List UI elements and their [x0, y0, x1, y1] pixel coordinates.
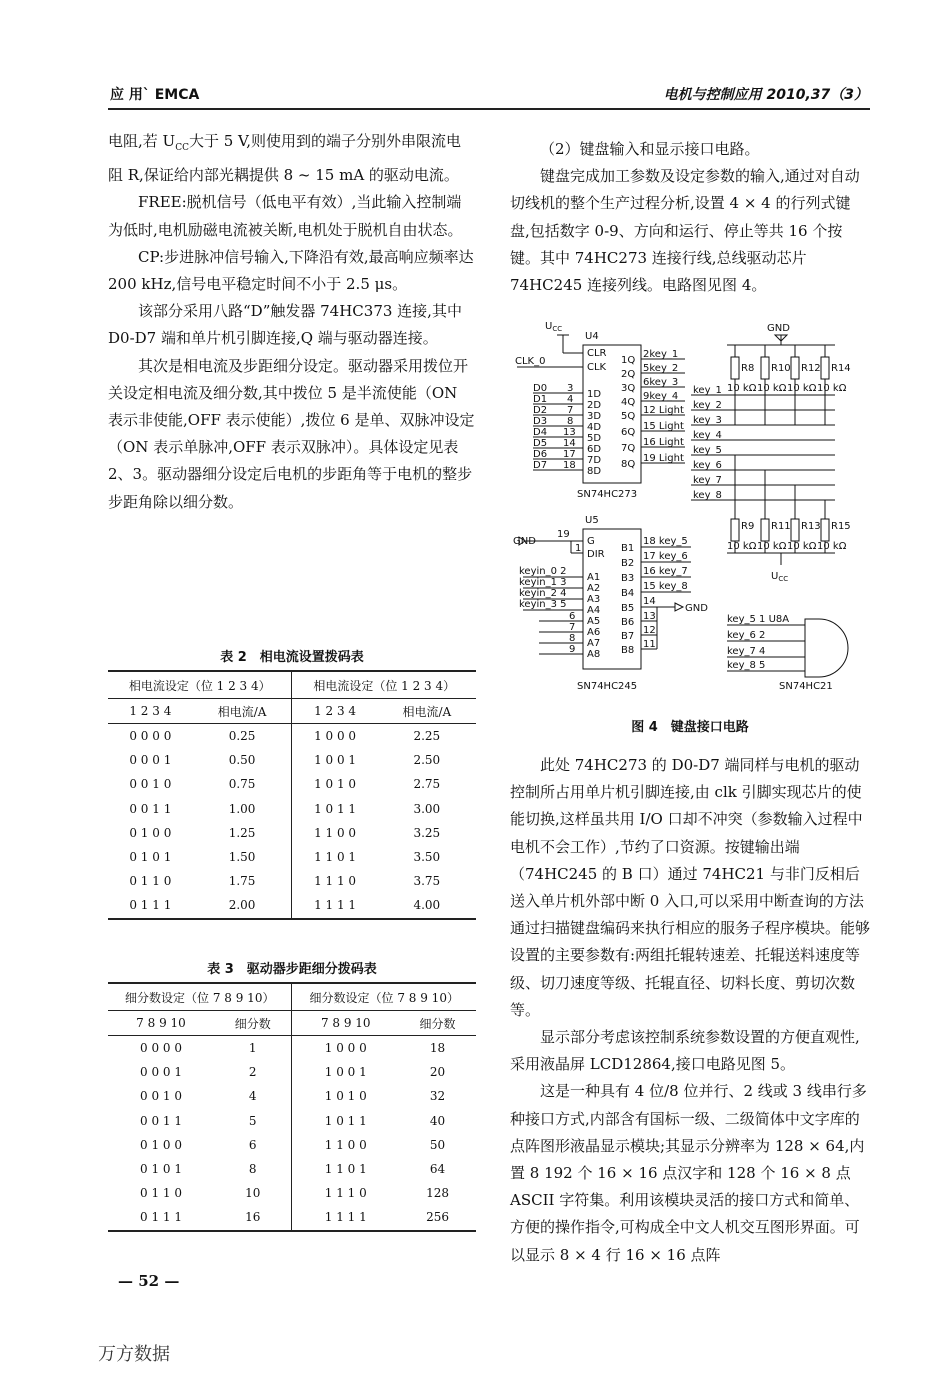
table-cell: 1 0 1 1: [292, 797, 378, 821]
table-cell: 1 0 0 0: [292, 1036, 399, 1061]
svg-text:key_3: key_3: [693, 415, 722, 426]
svg-text:B5: B5: [621, 603, 635, 614]
table-row: [108, 1060, 476, 1084]
svg-text:D0: D0: [533, 383, 548, 394]
svg-text:1D: 1D: [587, 389, 602, 400]
svg-text:8: 8: [569, 633, 576, 644]
table-cell: 3.75: [413, 874, 441, 889]
svg-text:13: 13: [643, 611, 656, 622]
svg-text:11: 11: [643, 639, 656, 650]
table-row: [108, 1157, 476, 1181]
table-cell: 0 1 0 0: [129, 825, 172, 840]
svg-text:18: 18: [563, 460, 576, 471]
table-cell: 0 1 1 0: [129, 874, 172, 889]
table-row: [108, 1084, 476, 1108]
table-cell: 0 1 0 1: [140, 1162, 182, 1177]
table-row: [108, 1036, 476, 1061]
table3: [108, 982, 476, 1232]
table-cell: 20: [429, 1065, 446, 1080]
table2: [108, 670, 476, 920]
svg-text:10 kΩ: 10 kΩ: [817, 541, 847, 552]
svg-text:8Q: 8Q: [621, 459, 636, 470]
table-header: 相电流/A: [378, 699, 476, 724]
table-cell: 10: [245, 1186, 261, 1201]
svg-text:3Q: 3Q: [621, 383, 636, 394]
u5-label: U5: [585, 515, 599, 526]
svg-text:R12: R12: [801, 363, 821, 374]
table-cell: 0 0 1 0: [129, 777, 172, 792]
table-row: [108, 869, 476, 893]
svg-text:14: 14: [563, 438, 576, 449]
svg-text:B1: B1: [621, 543, 635, 554]
svg-text:4D: 4D: [587, 422, 602, 433]
svg-text:15 Light: 15 Light: [643, 421, 684, 432]
svg-text:GND: GND: [513, 536, 536, 547]
table-cell: 16: [245, 1210, 261, 1225]
table-cell: 32: [429, 1089, 446, 1104]
svg-text:B6: B6: [621, 617, 635, 628]
svg-text:A5: A5: [587, 616, 601, 627]
figure4-caption: 图 4 键盘接口电路: [631, 720, 749, 735]
table-cell: 1 1 0 1: [292, 1157, 399, 1181]
page-number: — 52 —: [118, 1272, 180, 1290]
table-cell: 3.25: [413, 825, 441, 840]
svg-text:7D: 7D: [587, 455, 602, 466]
table-cell: 0 0 0 0: [129, 729, 172, 744]
svg-text:4Q: 4Q: [621, 397, 636, 408]
svg-text:10 kΩ: 10 kΩ: [787, 541, 817, 552]
svg-text:6: 6: [569, 611, 576, 622]
clr-pin: CLR: [587, 348, 607, 359]
svg-text:13: 13: [563, 427, 576, 438]
svg-text:14: 14: [643, 596, 656, 607]
watermark: 万方数据: [98, 1344, 170, 1365]
u8-part: SN74HC21: [779, 681, 833, 692]
table-cell: 0.50: [228, 753, 256, 768]
svg-text:6key_3: 6key_3: [643, 377, 679, 388]
svg-text:R10: R10: [771, 363, 791, 374]
table-header: 细分数: [399, 1011, 476, 1036]
svg-text:10 kΩ: 10 kΩ: [757, 541, 787, 552]
table-header: 细分数设定（位 7 8 9 10）: [292, 983, 476, 1011]
svg-text:R9: R9: [741, 521, 755, 532]
svg-text:10 kΩ: 10 kΩ: [757, 383, 787, 394]
table-cell: 4: [248, 1089, 257, 1104]
svg-text:B3: B3: [621, 573, 635, 584]
table-cell: 1.50: [228, 850, 256, 865]
table-cell: 1 1 0 0: [292, 1133, 399, 1157]
svg-text:R11: R11: [771, 521, 791, 532]
running-header-left: 应 用` EMCA: [110, 87, 200, 103]
right-column-bottom: [510, 752, 870, 1269]
svg-text:key_2: key_2: [693, 400, 722, 411]
paragraph: 显示部分考虑该控制系统参数设置的方便直观性,采用液晶屏 LCD12864,接口电路见图 5。: [510, 1028, 860, 1074]
svg-text:B2: B2: [621, 558, 635, 569]
table-cell: 256: [426, 1210, 449, 1225]
table-row: [108, 724, 476, 749]
table-cell: 2.25: [413, 729, 441, 744]
table-cell: 0.25: [228, 729, 256, 744]
table-row: [108, 772, 476, 796]
svg-text:DIR: DIR: [587, 549, 605, 560]
table-cell: 1.00: [228, 801, 256, 816]
svg-text:D7: D7: [533, 460, 548, 471]
table-cell: 3.50: [413, 850, 441, 865]
svg-text:A2: A2: [587, 583, 601, 594]
table-cell: 0 1 1 1: [129, 898, 172, 913]
svg-text:10 kΩ: 10 kΩ: [817, 383, 847, 394]
table-cell: 1 1 1 1: [292, 1205, 399, 1230]
svg-text:5D: 5D: [587, 433, 602, 444]
svg-text:A4: A4: [587, 605, 601, 616]
clk-pin: CLK: [587, 362, 607, 373]
table-cell: 1 1 0 1: [292, 845, 378, 869]
right-column-top: [510, 136, 870, 299]
table-cell: 1 1 1 0: [292, 869, 378, 893]
table-cell: 4.00: [413, 898, 441, 913]
table-cell: 128: [426, 1186, 449, 1201]
svg-text:B7: B7: [621, 631, 635, 642]
svg-text:D4: D4: [533, 427, 548, 438]
svg-text:key_7: key_7: [693, 475, 722, 486]
svg-text:2Q: 2Q: [621, 369, 636, 380]
svg-text:16 Light: 16 Light: [643, 437, 684, 448]
svg-text:R15: R15: [831, 521, 851, 532]
svg-text:2key_1: 2key_1: [643, 349, 679, 360]
svg-text:keyin_3 5: keyin_3 5: [519, 599, 567, 610]
table-header: 相电流设定（位 1 2 3 4）: [108, 671, 292, 699]
table-cell: 1.25: [228, 825, 256, 840]
svg-text:19 Light: 19 Light: [643, 453, 684, 464]
svg-text:key_4: key_4: [693, 430, 722, 441]
svg-text:2D: 2D: [587, 400, 602, 411]
svg-text:keyin_0 2: keyin_0 2: [519, 566, 567, 577]
table-header: 相电流设定（位 1 2 3 4）: [292, 671, 476, 699]
table-cell: 1: [248, 1041, 257, 1056]
svg-text:key_6: key_6: [693, 460, 722, 471]
table-cell: 6: [248, 1137, 257, 1152]
u5-part: SN74HC245: [577, 681, 638, 692]
svg-text:R14: R14: [831, 363, 851, 374]
svg-text:3: 3: [567, 383, 574, 394]
svg-text:3D: 3D: [587, 411, 602, 422]
svg-text:5Q: 5Q: [621, 411, 636, 422]
svg-text:17 key_6: 17 key_6: [643, 551, 688, 562]
table-header: 7 8 9 10: [292, 1011, 399, 1036]
svg-text:6D: 6D: [587, 444, 602, 455]
running-header-right: 电机与控制应用 2010,37（3）: [663, 87, 868, 103]
table-cell: 0 1 1 1: [140, 1210, 182, 1225]
svg-text:6Q: 6Q: [621, 427, 636, 438]
table-cell: 2.75: [413, 777, 441, 792]
table-row: [108, 893, 476, 918]
paragraph: 该部分采用八路“D”触发器 74HC373 连接,其中 D0-D7 端和单片机引脚连接,Q 端与驱动器连接。: [108, 302, 462, 348]
svg-text:A3: A3: [587, 594, 601, 605]
table-cell: 0 0 1 0: [140, 1089, 182, 1104]
svg-text:A6: A6: [587, 627, 601, 638]
table-row: [108, 1181, 476, 1205]
svg-text:7: 7: [569, 622, 576, 633]
table-header: 细分数设定（位 7 8 9 10）: [108, 983, 292, 1011]
svg-text:G: G: [587, 536, 595, 547]
table-header: 7 8 9 10: [108, 1011, 214, 1036]
table-cell: 0 1 1 0: [140, 1186, 182, 1201]
table-cell: 64: [429, 1162, 446, 1177]
svg-text:D3: D3: [533, 416, 548, 427]
table-cell: 1 0 1 1: [292, 1109, 399, 1133]
svg-text:5key_2: 5key_2: [643, 363, 679, 374]
clk0-label: CLK_0: [515, 356, 546, 367]
svg-text:GND: GND: [685, 603, 708, 614]
svg-text:18 key_5: 18 key_5: [643, 536, 688, 547]
table-cell: 1 0 0 1: [292, 748, 378, 772]
svg-text:D2: D2: [533, 405, 548, 416]
table-cell: 1 0 0 0: [292, 724, 378, 749]
svg-text:key_7 4: key_7 4: [727, 646, 766, 657]
ucc-bottom-label: $U_{CC}$: [771, 571, 789, 583]
table-cell: 1 0 1 0: [292, 1084, 399, 1108]
svg-text:keyin_1 3: keyin_1 3: [519, 577, 567, 588]
table-cell: 0 0 0 1: [140, 1065, 182, 1080]
svg-text:D1: D1: [533, 394, 548, 405]
table-cell: 40: [429, 1113, 446, 1128]
svg-text:9: 9: [569, 644, 576, 655]
svg-text:key_5 1 U8A: key_5 1 U8A: [727, 614, 790, 625]
ucc-label: $U_{CC}$: [545, 321, 563, 333]
table-cell: 5: [248, 1113, 257, 1128]
table-row: [108, 821, 476, 845]
svg-text:key_5: key_5: [693, 445, 722, 456]
paragraph: 其次是相电流及步距细分设定。驱动器采用拨位开关设定相电流及细分数,其中拨位 5 是半流使能（ON 表示非使能,OFF 表示使能）,拨位 6 是单、双脉冲设定（ON 表示单脉冲,OFF 表示双脉冲）。具体设定见表 2、3。驱动器细分设定后电机的步距角等于电机的整步步距角除以细分数。: [108, 356, 475, 511]
keyboard-circuit-diagram: [505, 315, 875, 695]
svg-text:key_8: key_8: [693, 490, 722, 501]
svg-text:B4: B4: [621, 588, 635, 599]
table-cell: 0 1 0 0: [140, 1137, 182, 1152]
svg-text:4: 4: [567, 394, 574, 405]
table-row: [108, 1205, 476, 1230]
svg-text:8: 8: [567, 416, 574, 427]
table-cell: 0 0 0 1: [129, 753, 172, 768]
paragraph: 这是一种具有 4 位/8 位并行、2 线或 3 线串行多种接口方式,内部含有国标一级、二级简体中文字库的点阵图形液晶显示模块;其显示分辨率为 128 × 64,内置 8 192 个 16 × 16 点汉字和 128 个 16 × 8 点 ASCII 字符集。利用该模块灵活的接口方式和简单、方便的操作指令,可构成全中文人机交互图形界面。可以显示 8 × 4 行 16 × 16 点阵: [510, 1082, 867, 1264]
table-cell: 1 1 1 1: [292, 893, 378, 918]
svg-text:D6: D6: [533, 449, 548, 460]
table-cell: 1 0 1 0: [292, 772, 378, 796]
table-cell: 0 0 0 0: [140, 1041, 182, 1056]
svg-text:10 kΩ: 10 kΩ: [727, 383, 757, 394]
table-cell: 2.00: [228, 898, 256, 913]
paragraph: 电阻,若 $U_{CC}$大于 5 V,则使用到的端子分别外串限流电阻 R,保证给内部光耦提供 8 ~ 15 mA 的驱动电流。: [108, 132, 462, 185]
table-cell: 3.00: [413, 801, 441, 816]
table-row: [108, 797, 476, 821]
svg-text:12 Light: 12 Light: [643, 405, 684, 416]
svg-text:7Q: 7Q: [621, 443, 636, 454]
svg-text:10 kΩ: 10 kΩ: [787, 383, 817, 394]
svg-text:1: 1: [575, 543, 582, 554]
header-rule: [108, 108, 870, 110]
table-cell: 1.75: [228, 874, 256, 889]
svg-text:12: 12: [643, 625, 656, 636]
svg-text:A7: A7: [587, 638, 601, 649]
svg-text:D5: D5: [533, 438, 548, 449]
table-cell: 1 0 0 1: [292, 1060, 399, 1084]
svg-text:A8: A8: [587, 649, 601, 660]
table-header: 相电流/A: [193, 699, 292, 724]
svg-text:B8: B8: [621, 645, 635, 656]
table-cell: 0 0 1 1: [140, 1113, 182, 1128]
paragraph: FREE:脱机信号（低电平有效）,当此输入控制端为低时,电机励磁电流被关断,电机处于脱机自由状态。: [108, 193, 463, 239]
svg-text:key_6 2: key_6 2: [727, 630, 766, 641]
table-cell: 0 0 1 1: [129, 801, 172, 816]
table-cell: 1 1 1 0: [292, 1181, 399, 1205]
table-header: 1 2 3 4: [292, 699, 378, 724]
table-cell: 50: [429, 1137, 446, 1152]
svg-text:15 key_8: 15 key_8: [643, 581, 688, 592]
u4-label: U4: [585, 331, 599, 342]
svg-text:10 kΩ: 10 kΩ: [727, 541, 757, 552]
svg-text:1Q: 1Q: [621, 355, 636, 366]
left-column: [108, 128, 476, 516]
svg-text:16 key_7: 16 key_7: [643, 566, 688, 577]
svg-text:19: 19: [557, 529, 570, 540]
svg-text:key_8 5: key_8 5: [727, 660, 766, 671]
table-row: [108, 1133, 476, 1157]
table-cell: 8: [248, 1162, 257, 1177]
table-row: [108, 845, 476, 869]
table2-title: 表 2 相电流设置拨码表: [220, 650, 364, 665]
svg-text:17: 17: [563, 449, 576, 460]
u4-part: SN74HC273: [577, 489, 638, 500]
svg-text:R13: R13: [801, 521, 821, 532]
svg-text:keyin_2 4: keyin_2 4: [519, 588, 567, 599]
gnd-label: GND: [767, 323, 790, 334]
table-header: 细分数: [214, 1011, 292, 1036]
table3-title: 表 3 驱动器步距细分拨码表: [207, 962, 377, 977]
svg-text:7: 7: [567, 405, 574, 416]
svg-text:A1: A1: [587, 572, 601, 583]
table-header: 1 2 3 4: [108, 699, 193, 724]
paragraph: 此处 74HC273 的 D0-D7 端同样与电机的驱动控制所占用单片机引脚连接,由 clk 引脚实现芯片的使能切换,这样虽共用 I/O 口却不冲突（参数输入过程中电机不会工作）,节约了口资源。按键输出端（74HC245 的 B 口）通过 74HC21 与非门反相后送入单片机外部中断 0 入口,可以采用中断查询的方法通过扫描键盘编码来执行相应的服务子程序模块。能够设置的主要参数有:两组托辊转速差、托辊送料速度等级、切刀速度等级、托辊直径、切料长度、剪切次数等。: [510, 756, 871, 1019]
table-row: [108, 748, 476, 772]
paragraph: CP:步进脉冲信号输入,下降沿有效,最高响应频率达 200 kHz,信号电平稳定时间不小于 2.5 μs。: [108, 247, 474, 294]
table-cell: 0.75: [228, 777, 256, 792]
table-cell: 18: [429, 1041, 446, 1056]
paragraph: （2）键盘输入和显示接口电路。: [540, 140, 760, 158]
svg-text:9key_4: 9key_4: [643, 391, 679, 402]
table-cell: 0 1 0 1: [129, 850, 172, 865]
paragraph: 键盘完成加工参数及设定参数的输入,通过对自动切线机的整个生产过程分析,设置 4 × 4 的行列式键盘,包括数字 0-9、方向和运行、停止等共 16 个按键。其中 74HC273 连接行线,总线驱动芯片 74HC245 连接列线。电路图见图 4。: [510, 167, 860, 295]
table-cell: 2.50: [413, 753, 441, 768]
svg-text:key_1: key_1: [693, 385, 722, 396]
svg-text:8D: 8D: [587, 466, 602, 477]
table-cell: 1 1 0 0: [292, 821, 378, 845]
table-row: [108, 1109, 476, 1133]
table-cell: 2: [248, 1065, 257, 1080]
svg-text:R8: R8: [741, 363, 755, 374]
